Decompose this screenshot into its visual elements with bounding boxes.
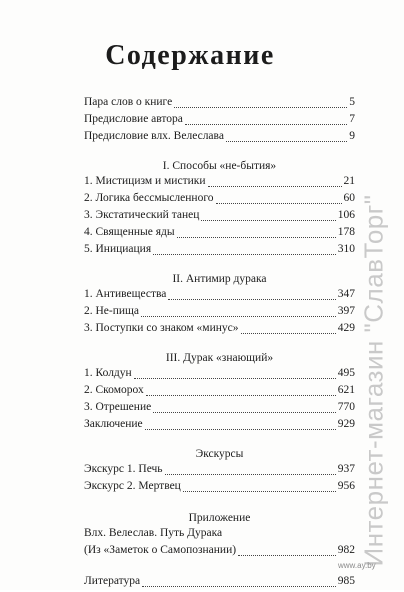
toc-entry xyxy=(84,384,355,401)
toc-entry-page: 929 xyxy=(337,418,355,430)
toc-entry-page: 106 xyxy=(337,209,355,221)
toc-entry-label: 2. Скоморох xyxy=(84,384,144,396)
toc-entry-label: Экскурс 1. Печь xyxy=(84,463,163,475)
toc-entry xyxy=(84,575,355,592)
toc-entry xyxy=(84,96,355,113)
toc-entry xyxy=(84,367,355,384)
section-heading: Экскурсы xyxy=(195,448,244,460)
dot-leader xyxy=(226,140,347,142)
section-heading: Приложение xyxy=(188,512,251,524)
toc-entry-page: 21 xyxy=(343,175,355,187)
appendix-entry-line2: (Из «Заметок о Самопознании) xyxy=(84,544,237,556)
dot-leader xyxy=(216,202,342,204)
toc-entry xyxy=(84,401,355,418)
toc-entry xyxy=(84,305,355,322)
toc-entry-page: 937 xyxy=(337,463,355,475)
toc-entry-label: 1. Антивещества xyxy=(84,288,167,300)
toc-entry xyxy=(84,463,355,480)
dot-leader xyxy=(177,236,336,238)
watermark-text: Интернет-магазин "СлавТорг" xyxy=(358,194,389,566)
toc-entry-page: 7 xyxy=(349,113,355,125)
toc-entry-page: 985 xyxy=(337,575,355,587)
dot-leader xyxy=(201,219,335,221)
toc-entry-label: 4. Священные яды xyxy=(84,226,175,238)
toc-entry-label: 1. Мистицизм и мистики xyxy=(84,175,206,187)
dot-leader xyxy=(142,585,336,587)
toc-entry xyxy=(84,113,355,130)
toc-entry xyxy=(84,322,355,339)
toc-entry-page: 310 xyxy=(337,243,355,255)
toc-entry-label: Литература xyxy=(84,575,141,587)
toc-entry xyxy=(84,480,355,497)
section-heading: I. Способы «не-бытия» xyxy=(162,160,277,172)
toc-entry xyxy=(84,418,355,435)
toc-entry-page: 495 xyxy=(337,367,355,379)
table-of-contents xyxy=(84,96,355,592)
toc-entry xyxy=(84,544,355,561)
page-title: Содержание xyxy=(105,40,275,71)
dot-leader xyxy=(141,315,336,317)
section-heading: III. Дурак «знающий» xyxy=(165,352,274,364)
toc-entry-label: Предисловие автора xyxy=(84,113,183,125)
toc-entry xyxy=(84,288,355,305)
dot-leader xyxy=(238,554,336,556)
toc-entry-page: 5 xyxy=(349,96,355,108)
toc-entry-page: 60 xyxy=(343,192,355,204)
site-url: www.ay.by xyxy=(338,561,376,570)
toc-entry-label: Предисловие влх. Велеслава xyxy=(84,130,224,142)
toc-entry-page: 982 xyxy=(337,544,355,556)
toc-entry-label: 3. Экстатический танец xyxy=(84,209,200,221)
toc-entry-page: 770 xyxy=(337,401,355,413)
toc-entry-page: 178 xyxy=(337,226,355,238)
toc-entry-label: Пара слов о книге xyxy=(84,96,173,108)
toc-entry-label: 2. Логика бессмысленного xyxy=(84,192,214,204)
toc-entry xyxy=(84,243,355,260)
toc-entry-label: 3. Отрешение xyxy=(84,401,152,413)
toc-entry-label: 1. Колдун xyxy=(84,367,132,379)
toc-entry xyxy=(84,175,355,192)
dot-leader xyxy=(174,106,347,108)
dot-leader xyxy=(185,123,347,125)
toc-entry xyxy=(84,226,355,243)
dot-leader xyxy=(153,411,336,413)
toc-entry-label: Экскурс 2. Мертвец xyxy=(84,480,181,492)
dot-leader xyxy=(153,253,336,255)
dot-leader xyxy=(183,490,336,492)
toc-entry-page: 9 xyxy=(349,130,355,142)
dot-leader xyxy=(145,428,336,430)
toc-entry-label: 3. Поступки со знаком «минус» xyxy=(84,322,239,334)
dot-leader xyxy=(165,473,336,475)
toc-entry-label: Заключение xyxy=(84,418,143,430)
toc-entry-page: 429 xyxy=(337,322,355,334)
toc-entry-page: 956 xyxy=(337,480,355,492)
toc-entry xyxy=(84,130,355,147)
dot-leader xyxy=(208,185,342,187)
toc-entry-page: 347 xyxy=(337,288,355,300)
appendix-entry-line1: Влх. Велеслав. Путь Дурака xyxy=(84,527,223,539)
section-heading: II. Антимир дурака xyxy=(172,273,267,285)
toc-entry xyxy=(84,192,355,209)
toc-entry-label: 5. Инициация xyxy=(84,243,152,255)
dot-leader xyxy=(168,298,335,300)
shop-watermark xyxy=(348,170,400,590)
dot-leader xyxy=(134,377,336,379)
toc-entry-page: 397 xyxy=(337,305,355,317)
toc-entry xyxy=(84,209,355,226)
dot-leader xyxy=(146,394,336,396)
toc-entry-label: 2. Не-пища xyxy=(84,305,140,317)
dot-leader xyxy=(241,332,336,334)
toc-entry-page: 621 xyxy=(337,384,355,396)
